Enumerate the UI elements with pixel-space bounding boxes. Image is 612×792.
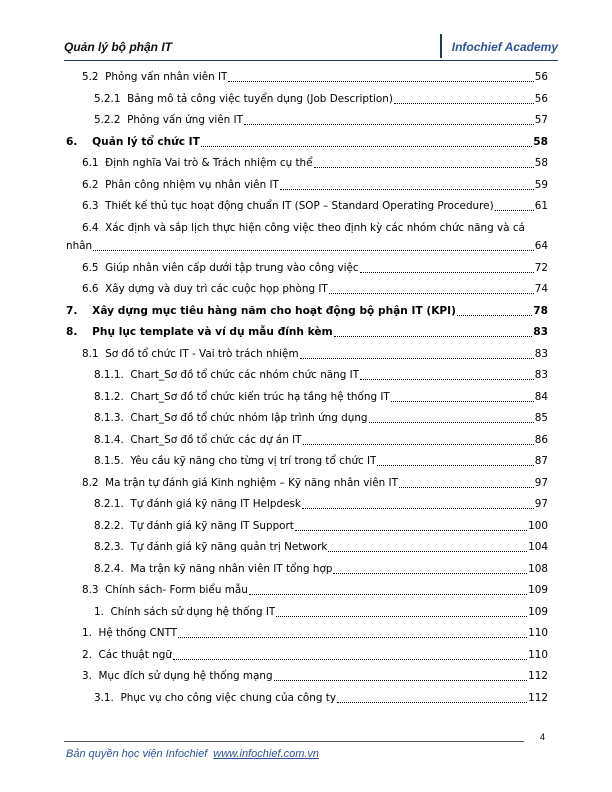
toc-title-continued: nhân <box>66 239 93 252</box>
toc-page: 110 <box>528 648 548 661</box>
toc-gap <box>99 345 106 363</box>
toc-leader <box>360 370 534 380</box>
header-brand: Infochief Academy <box>451 40 558 54</box>
toc-number: 8.2 <box>82 476 99 489</box>
toc-number: 3. <box>82 670 92 682</box>
toc-entry[interactable] <box>82 624 548 642</box>
toc-number: 5.2.1 <box>94 92 121 105</box>
toc-page: 109 <box>528 584 548 596</box>
toc-page: 109 <box>528 605 548 618</box>
toc-title: Xây dựng mục tiêu hàng năm cho hoạt động bộ phận IT (KPI) <box>92 304 456 317</box>
toc-entry[interactable] <box>66 133 548 151</box>
toc-title: Tự đánh giá kỹ năng quản trị Network <box>130 541 328 553</box>
toc-gap <box>99 176 106 194</box>
toc-leader <box>369 413 534 423</box>
toc-entry[interactable] <box>94 538 548 556</box>
toc-number: 8.1.1. <box>94 369 124 381</box>
toc-title: Ma trận tự đánh giá Kinh nghiệm – Kỹ năng nhân viên IT <box>105 476 398 489</box>
toc-leader <box>295 521 527 531</box>
toc-leader <box>274 671 528 681</box>
toc-entry[interactable] <box>94 495 548 513</box>
toc-title: Chính sách- Form biểu mẫu <box>105 584 248 596</box>
toc-number: 8.2.4. <box>94 562 124 575</box>
toc-gap <box>120 111 127 129</box>
toc-page: 86 <box>534 433 548 446</box>
toc-title: Chính sách sử dụng hệ thống IT <box>110 605 276 618</box>
toc-title: Sơ đồ tổ chức IT - Vai trò trách nhiệm <box>105 347 299 360</box>
toc-gap <box>99 581 106 599</box>
toc-title: Giúp nhân viên cấp dưới tập trung vào công việc <box>105 261 359 274</box>
toc-gap <box>99 68 106 86</box>
toc-number: 1. <box>94 605 104 618</box>
toc-page: 97 <box>534 498 548 510</box>
toc-gap <box>77 323 92 341</box>
toc-gap <box>124 517 131 535</box>
toc-entry[interactable] <box>82 259 548 277</box>
toc-number: 8.1 <box>82 347 99 360</box>
toc-gap <box>124 431 131 449</box>
toc-leader <box>457 306 532 316</box>
toc-leader <box>377 456 533 466</box>
toc-gap <box>114 689 121 707</box>
toc-title: Tự đánh giá kỹ năng IT Support <box>130 519 294 532</box>
footer-link[interactable]: www.infochief.com.vn <box>213 748 320 760</box>
toc-leader <box>334 327 533 337</box>
toc-entry[interactable] <box>94 366 548 384</box>
toc-leader <box>276 607 527 617</box>
toc-entry[interactable] <box>94 409 548 427</box>
toc-gap <box>124 388 131 406</box>
toc-entry[interactable] <box>66 323 548 341</box>
toc-gap <box>99 154 106 172</box>
toc-page: 110 <box>528 627 548 639</box>
toc-number: 8.1.2. <box>94 390 124 403</box>
toc-page: 56 <box>534 92 548 105</box>
toc-gap <box>124 409 131 427</box>
toc-number: 8.2.3. <box>94 541 124 553</box>
toc-leader <box>280 180 534 190</box>
toc-title: Xác định và sắp lịch thực hiện công việc theo định kỳ các nhóm chức năng và cá <box>105 221 525 234</box>
toc-entry[interactable] <box>94 388 548 406</box>
toc-leader <box>329 284 534 294</box>
toc-gap <box>99 474 106 492</box>
toc-title: Chart_Sơ đồ tổ chức các dự án IT <box>130 433 302 446</box>
toc-number: 6.2 <box>82 178 99 191</box>
toc-number: 2. <box>82 648 92 661</box>
toc-number: 8.1.5. <box>94 455 124 467</box>
toc-leader <box>391 392 534 402</box>
toc-entry[interactable] <box>94 689 548 707</box>
toc-entry[interactable] <box>94 90 548 108</box>
toc-entry[interactable] <box>82 581 548 599</box>
toc-number: 8.1.3. <box>94 412 124 424</box>
toc-page: 83 <box>534 347 548 360</box>
toc-entry[interactable] <box>82 154 548 172</box>
toc-page: 97 <box>534 476 548 489</box>
toc-title: Thiết kế thủ tục hoạt động chuẩn IT (SOP – Standard Operating Procedure) <box>105 200 494 212</box>
toc-entry[interactable] <box>94 111 548 129</box>
header-separator <box>440 34 442 58</box>
toc-leader <box>333 564 527 574</box>
header-title: Quản lý bộ phận IT <box>64 40 172 54</box>
toc-page: 83 <box>534 369 548 381</box>
toc-title: Phụ lục template và ví dụ mẫu đính kèm <box>92 326 333 338</box>
toc-leader <box>399 478 534 488</box>
toc-gap <box>124 560 131 578</box>
toc-leader <box>173 650 527 660</box>
toc-title: Yêu cầu kỹ năng cho từng vị trí trong tổ chức IT <box>130 455 377 467</box>
toc-title: Phỏng vấn nhân viên IT <box>105 71 228 83</box>
toc-number: 1. <box>82 627 92 639</box>
toc-gap <box>99 280 106 298</box>
toc-leader <box>93 241 534 251</box>
toc-number: 5.2 <box>82 71 99 83</box>
toc-entry[interactable] <box>82 474 548 492</box>
toc-leader <box>337 693 527 703</box>
footer-copyright: Bản quyền học viện Infochief <box>66 748 208 760</box>
toc-page: 108 <box>528 562 548 575</box>
toc-gap <box>77 133 92 151</box>
toc-gap <box>124 495 131 513</box>
toc-entry[interactable] <box>82 345 548 363</box>
toc-title: Ma trận kỹ năng nhân viên IT tổng hợp <box>130 562 333 575</box>
toc-title: Định nghĩa Vai trò & Trách nhiệm cụ thể <box>105 157 313 169</box>
toc-page: 56 <box>534 71 548 83</box>
toc-page: 83 <box>533 326 548 338</box>
toc-page: 59 <box>534 178 548 191</box>
toc-entry[interactable] <box>66 302 548 320</box>
toc-gap <box>92 624 99 642</box>
toc-entry[interactable] <box>82 667 548 685</box>
toc-entry[interactable] <box>94 452 548 470</box>
toc-leader <box>303 435 534 445</box>
toc-number: 8.2.2. <box>94 519 124 532</box>
toc-page: 74 <box>534 283 548 295</box>
toc-page: 112 <box>528 670 548 682</box>
toc-number: 7. <box>66 304 78 317</box>
toc-page: 84 <box>534 390 548 403</box>
toc-page: 112 <box>528 691 548 704</box>
toc-page: 57 <box>534 114 548 126</box>
toc-page: 87 <box>534 455 548 467</box>
toc-title: Các thuật ngữ <box>98 648 172 661</box>
toc-leader <box>495 201 534 211</box>
toc-entry[interactable] <box>82 280 548 298</box>
toc-title: Chart_Sơ đồ tổ chức nhóm lập trình ứng dụng <box>130 412 368 424</box>
toc-page: 100 <box>528 519 548 532</box>
toc-title: Chart_Sơ đồ tổ chức kiến trúc hạ tầng hệ thống IT <box>130 390 390 403</box>
toc-gap <box>99 197 106 215</box>
toc-title: Hệ thống CNTT <box>98 627 178 639</box>
toc-gap <box>120 90 127 108</box>
toc-page: 61 <box>534 200 548 212</box>
toc-title: Quản lý tổ chức IT <box>92 135 200 148</box>
toc-page: 85 <box>534 412 548 424</box>
toc-page: 78 <box>533 304 548 317</box>
page-number: 4 <box>540 732 546 742</box>
toc-number: 6.5 <box>82 261 99 274</box>
toc-entry[interactable] <box>82 68 548 86</box>
toc-leader <box>178 628 527 638</box>
toc-entry[interactable] <box>94 560 548 578</box>
toc-leader <box>300 349 534 359</box>
toc-page: 58 <box>534 157 548 169</box>
toc-leader <box>201 137 532 147</box>
toc-leader <box>249 585 527 595</box>
toc-number: 8.1.4. <box>94 433 124 446</box>
toc-entry[interactable] <box>82 197 548 215</box>
toc-number: 8.3 <box>82 584 99 596</box>
toc-leader <box>360 263 534 273</box>
toc-entry[interactable] <box>94 517 548 535</box>
page-header <box>64 40 558 56</box>
toc-number: 6.4 <box>82 221 99 234</box>
toc-title: Phục vụ cho công việc chung của công ty <box>120 691 336 704</box>
page-footer <box>66 748 319 760</box>
toc-number: 8.2.1. <box>94 498 124 510</box>
toc-entry[interactable] <box>66 219 548 255</box>
toc-leader <box>228 72 533 82</box>
toc-gap <box>99 259 106 277</box>
toc-gap <box>92 667 99 685</box>
footer-rule <box>64 741 524 742</box>
toc-gap <box>124 538 131 556</box>
toc-gap <box>92 646 99 664</box>
toc-leader <box>314 158 534 168</box>
toc-title: Xây dựng và duy trì các cuộc họp phòng IT <box>105 283 328 295</box>
toc-gap <box>124 452 131 470</box>
header-rule <box>64 60 558 61</box>
toc-number: 6.3 <box>82 200 99 212</box>
toc-leader <box>328 542 527 552</box>
toc-leader <box>244 115 534 125</box>
toc-title: Mục đích sử dụng hệ thống mạng <box>98 670 273 682</box>
toc-entry[interactable] <box>94 603 548 621</box>
toc-title: Phỏng vấn ứng viên IT <box>127 114 243 126</box>
toc-leader <box>394 94 534 104</box>
toc-gap <box>77 302 92 320</box>
toc-page: 72 <box>534 261 548 274</box>
toc-number: 3.1. <box>94 691 114 704</box>
toc-page: 64 <box>534 239 548 252</box>
toc-page: 104 <box>528 541 548 553</box>
toc-number: 5.2.2 <box>94 114 121 126</box>
toc-number: 6.6 <box>82 283 99 295</box>
toc-title: Tự đánh giá kỹ năng IT Helpdesk <box>130 498 301 510</box>
toc-title: Phân công nhiệm vụ nhân viên IT <box>105 178 279 191</box>
toc-entry[interactable] <box>82 176 548 194</box>
toc-leader <box>302 499 534 509</box>
toc-number: 6. <box>66 135 78 148</box>
toc-gap <box>124 366 131 384</box>
toc-title: Chart_Sơ đồ tổ chức các nhóm chức năng IT <box>130 369 360 381</box>
toc-number: 8. <box>66 326 78 338</box>
toc-page: 58 <box>533 135 548 148</box>
toc-entry[interactable] <box>82 646 548 664</box>
toc-title: Bảng mô tả công việc tuyển dụng (Job Description) <box>127 92 393 105</box>
toc-gap <box>104 603 111 621</box>
toc-entry[interactable] <box>94 431 548 449</box>
toc-number: 6.1 <box>82 157 99 169</box>
